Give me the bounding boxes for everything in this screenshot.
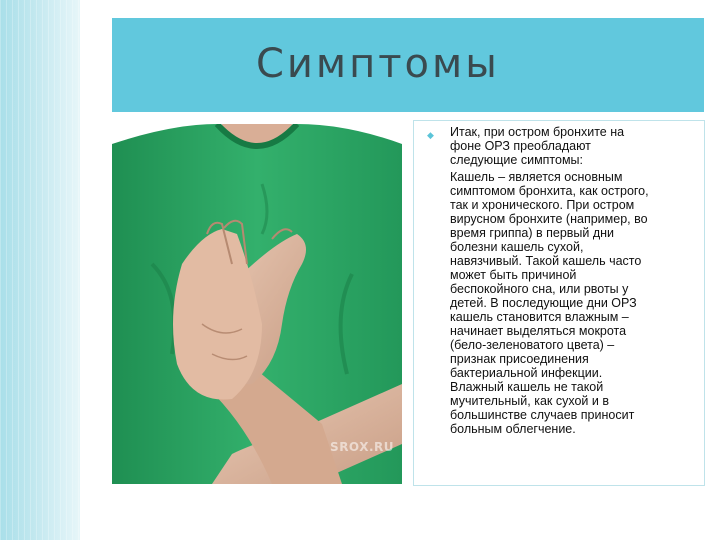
person-holding-chest-image xyxy=(112,124,402,484)
decorative-stripe-texture xyxy=(0,0,80,540)
chest-pain-photo xyxy=(112,124,402,484)
bullet-intro-text: Итак, при остром бронхите на фоне ОРЗ преобладают следующие симптомы: xyxy=(450,125,625,167)
photo-watermark: SROX.RU xyxy=(330,440,394,454)
cough-description-text: Кашель – является основным симптомом бронхита, как острого, так и хронического. При остром вирусном бронхите (например, во время гриппа) в первый дни болезни кашель сухой, навязчивый. Такой кашель часто может быть причиной беспокойного сна, или рвоты у детей. В последующие дни ОРЗ кашель становится влажным – начинает выделяться мокрота (бело-зеленоватого цвета) – признак присоединения бактериальной инфекции. Влажный кашель не такой мучительный, как сухой и в большинстве случаев приносит больным облегчение. xyxy=(450,170,649,436)
symptoms-text xyxy=(450,125,700,436)
bullet-diamond-icon: ◆ xyxy=(427,130,434,140)
slide-title: Симптомы xyxy=(256,41,500,87)
symptoms-text-box xyxy=(413,120,705,486)
